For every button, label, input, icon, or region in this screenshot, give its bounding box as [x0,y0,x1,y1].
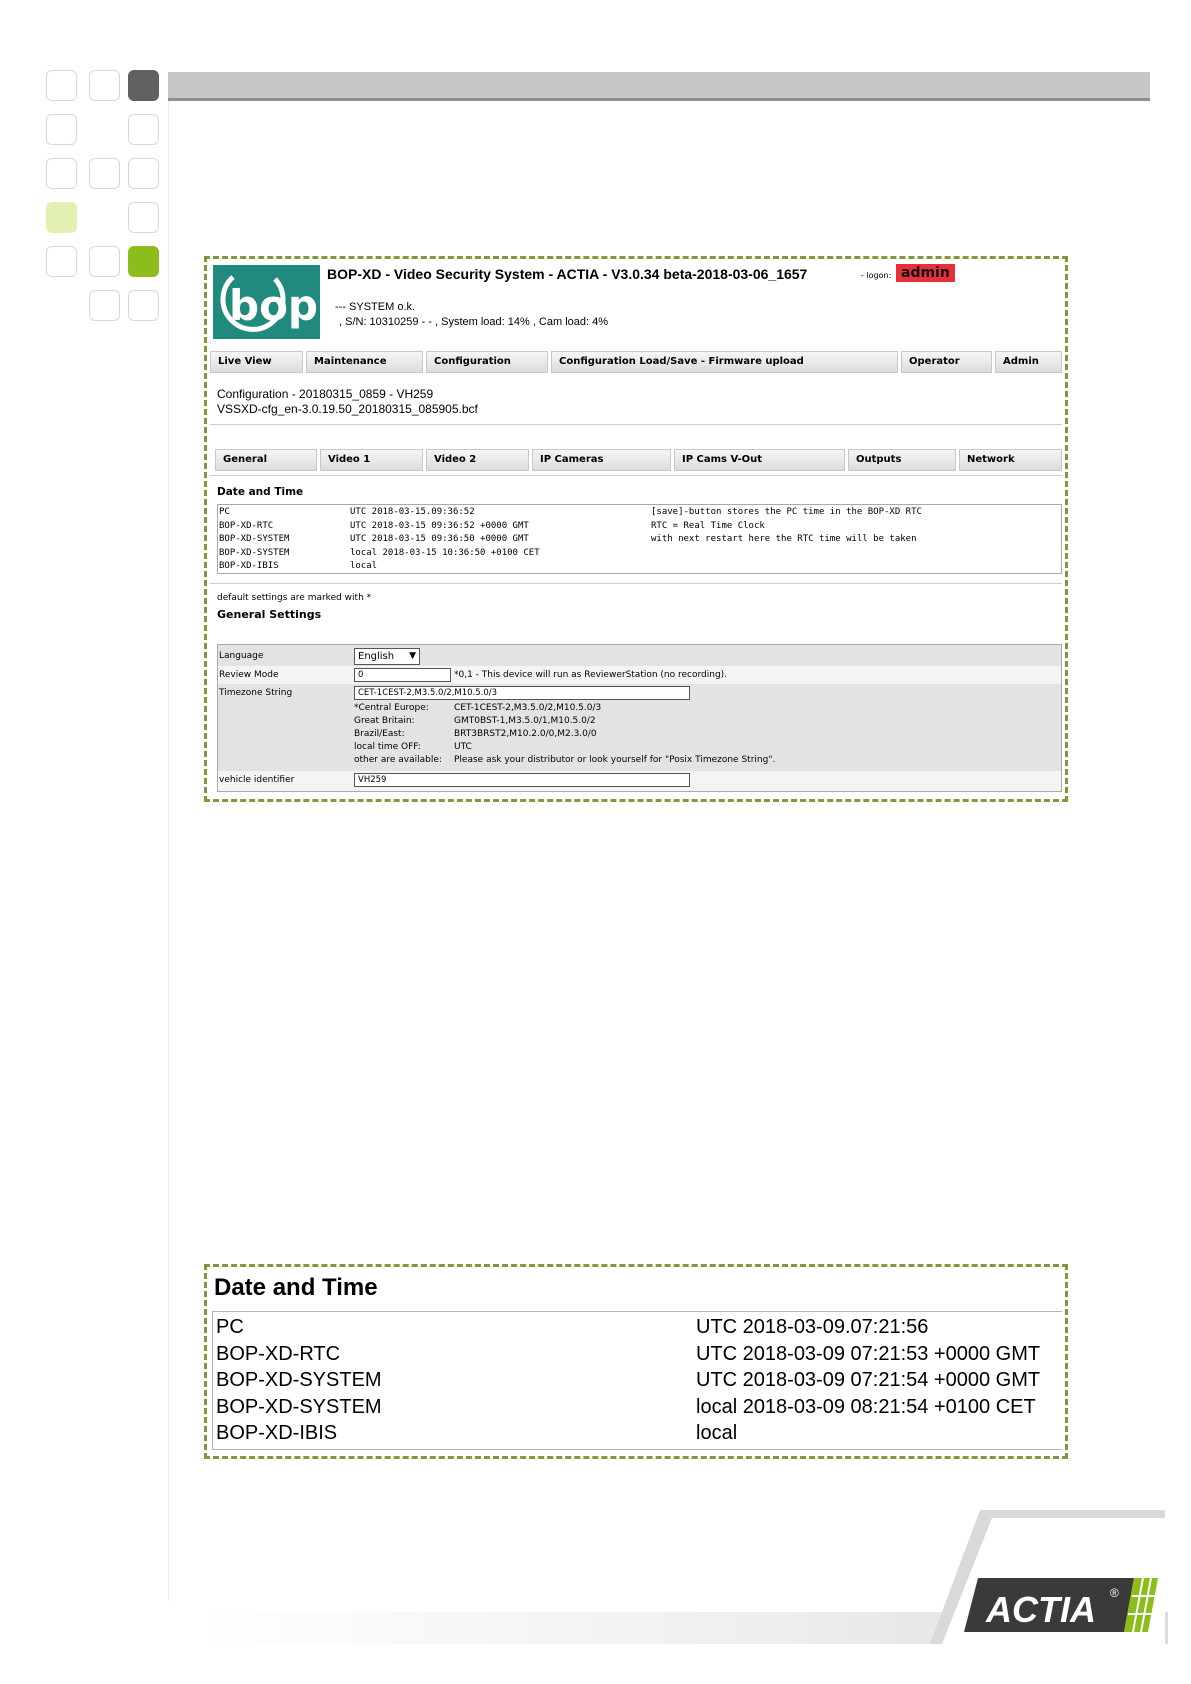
row-label: BOP-XD-RTC [216,1342,341,1365]
decor-square [128,114,159,145]
row-value: local 2018-03-15 10:36:50 +0100 CET [350,547,540,558]
decor-square [89,246,120,277]
divider [210,424,1062,425]
screenshot-panel-config [204,256,1068,802]
timezone-input[interactable]: CET-1CEST-2,M3.5.0/2,M10.5.0/3 [354,686,690,700]
app-title: BOP-XD - Video Security System - ACTIA - V3.0.34 beta-2018-03-06_1657 [327,266,808,282]
decor-square [46,70,77,101]
language-value: English [358,651,395,662]
system-status: --- SYSTEM o.k. [335,301,416,313]
actia-logo [930,1510,1170,1644]
date-time-heading: Date and Time [217,486,304,498]
timezone-example-name: Brazil/East: [354,729,405,739]
language-select[interactable] [354,648,420,665]
row-background [218,645,1061,666]
timezone-example-name: Great Britain: [354,716,415,726]
registered-mark: ® [1110,1586,1119,1600]
timezone-example-name: *Central Europe: [354,703,429,713]
timezone-example-name: local time OFF: [354,742,421,752]
decor-square [128,202,159,233]
rtc-note: with next restart here the RTC time will be taken [651,534,917,544]
tab-network[interactable]: Network [959,449,1062,471]
tab-video-1[interactable]: Video 1 [320,449,423,471]
date-time-table [217,504,1062,574]
tab-maintenance[interactable]: Maintenance [306,351,423,373]
review-mode-hint: *0,1 - This device will run as ReviewerStation (no recording). [454,670,728,680]
row-label: PC [219,507,230,517]
user-badge[interactable]: admin [896,264,955,282]
bop-logo [213,265,320,339]
default-settings-note: default settings are marked with * [217,593,372,603]
system-info: , S/N: 10310259 - - , System load: 14% , Cam load: 4% [339,316,609,328]
row-label: BOP-XD-SYSTEM [219,547,290,558]
decor-square [128,70,159,101]
header-bar [168,72,1150,101]
configuration-name: Configuration - 20180315_0859 - VH259 [217,387,434,401]
decor-square [89,158,120,189]
configuration-file: VSSXD-cfg_en-3.0.19.50_20180315_085905.bcf [217,402,478,416]
tab-ip-cameras[interactable]: IP Cameras [532,449,671,471]
decor-square [46,246,77,277]
tab-video-2[interactable]: Video 2 [426,449,529,471]
language-label: Language [219,651,264,661]
tab-general[interactable]: General [215,449,317,471]
row-label: BOP-XD-SYSTEM [216,1369,382,1391]
row-label: PC [216,1316,244,1338]
row-value: local 2018-03-09 08:21:54 +0100 CET [696,1395,1036,1418]
decor-square [128,158,159,189]
row-label: BOP-XD-IBIS [216,1422,338,1444]
timezone-example-value: CET-1CEST-2,M3.5.0/2,M10.5.0/3 [454,703,602,713]
date-time-table [212,1311,1062,1450]
tab-ip-cams-v-out[interactable]: IP Cams V-Out [674,449,845,471]
decor-square [46,114,77,145]
decor-square [128,246,159,277]
rtc-note: RTC = Real Time Clock [651,520,765,531]
screenshot-panel-date-time [204,1264,1068,1459]
row-label: BOP-XD-RTC [219,520,274,531]
row-label: BOP-XD-SYSTEM [219,534,290,544]
timezone-label: Timezone String [219,688,293,698]
row-value: UTC 2018-03-15 09:36:52 +0000 GMT [350,520,529,531]
timezone-example-value: Please ask your distributor or look yourself for "Posix Timezone String". [454,755,776,765]
logo-text: bop [229,281,318,330]
row-value: UTC 2018-03-09.07:21:56 [696,1316,929,1338]
general-settings-table [217,644,1062,792]
decor-square [89,290,120,321]
review-mode-input[interactable]: 0 [354,668,451,682]
row-label: BOP-XD-SYSTEM [216,1395,382,1418]
tab-live-view[interactable]: Live View [210,351,303,373]
logon-label: - logon: [861,271,892,280]
page-margin-line [168,101,169,1601]
brand-name: ACTIA [986,1589,1096,1630]
divider [210,475,1062,476]
tab-outputs[interactable]: Outputs [848,449,956,471]
row-value: UTC 2018-03-15 09:36:50 +0000 GMT [350,534,529,544]
timezone-example-value: BRT3BRST2,M10.2.0/0,M2.3.0/0 [454,729,597,739]
chevron-down-icon: ▼ [409,651,416,661]
row-value: local [696,1422,738,1444]
vehicle-identifier-label: vehicle identifier [219,775,295,785]
vehicle-identifier-input[interactable]: VH259 [354,773,690,787]
decor-square [46,202,77,233]
general-settings-heading: General Settings [217,608,322,621]
tab-configuration[interactable]: Configuration [426,351,548,373]
decor-square [89,70,120,101]
review-mode-label: Review Mode [219,670,279,680]
row-value: UTC 2018-03-09 07:21:54 +0000 GMT [696,1369,1041,1391]
tab-operator[interactable]: Operator [901,351,992,373]
tab-admin[interactable]: Admin [995,351,1062,373]
timezone-example-value: GMT0BST-1,M3.5.0/1,M10.5.0/2 [454,716,596,726]
decor-square [128,290,159,321]
row-value: local [350,561,378,571]
tab-config-load-save[interactable]: Configuration Load/Save - Firmware upload [551,351,898,373]
rtc-note: [save]-button stores the PC time in the BOP-XD RTC [651,507,922,517]
timezone-example-name: other are available: [354,755,442,765]
timezone-example-value: UTC [454,742,472,752]
row-value: UTC 2018-03-15.09:36:52 [350,507,475,517]
row-value: UTC 2018-03-09 07:21:53 +0000 GMT [696,1342,1041,1365]
decor-square [46,158,77,189]
row-label: BOP-XD-IBIS [219,561,279,571]
divider [210,583,1062,584]
date-time-heading: Date and Time [214,1274,378,1301]
